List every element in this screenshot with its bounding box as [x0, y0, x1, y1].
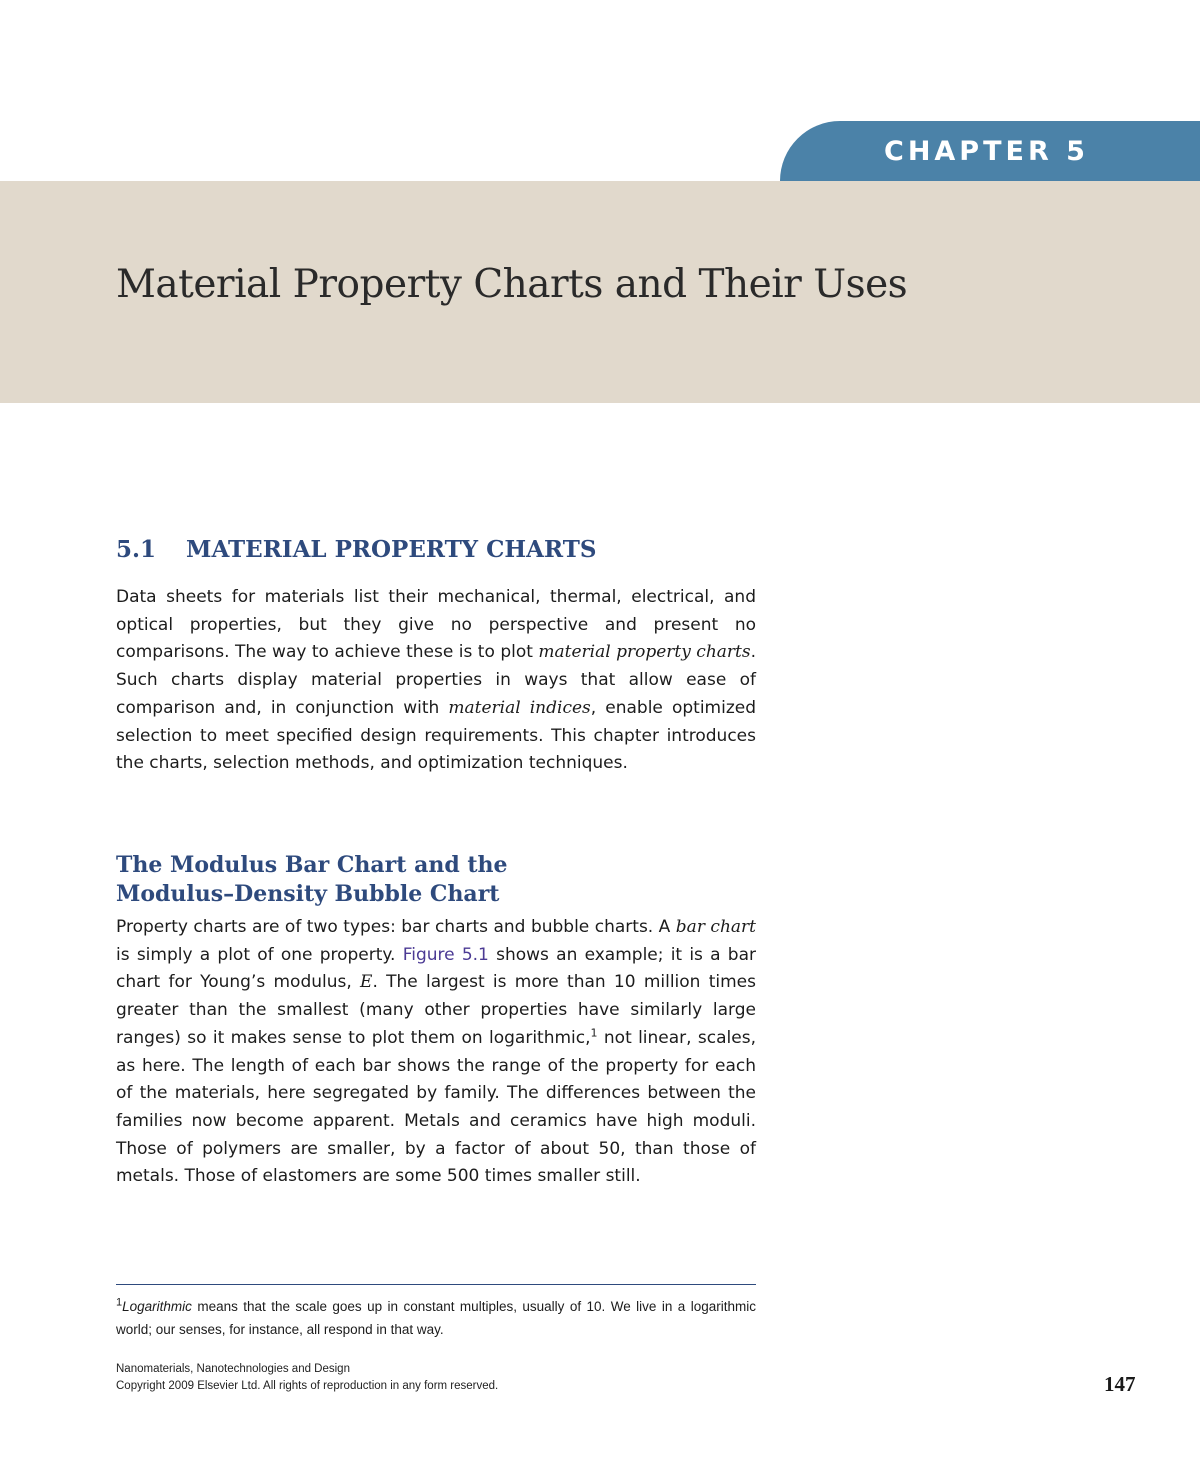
copyright-notice: Copyright 2009 Elsevier Ltd. All rights of reproduction in any form reserved. [116, 1380, 499, 1392]
section-paragraph [116, 584, 756, 778]
footnote-number: 1 [116, 1296, 123, 1309]
subsection-heading [116, 851, 508, 909]
section-title: MATERIAL PROPERTY CHARTS [186, 536, 597, 563]
footnote [116, 1295, 756, 1341]
subsection-title-line1: The Modulus Bar Chart and the [116, 852, 508, 878]
footnote-term: Logarithmic [122, 1299, 192, 1314]
text-run: is simply a plot of one property. [116, 944, 403, 965]
chapter-title: Material Property Charts and Their Uses [116, 262, 908, 307]
page-number: 147 [1104, 1372, 1136, 1396]
footnote-marker[interactable]: 1 [590, 1026, 598, 1040]
text-run-italic: material property charts [538, 642, 751, 663]
section-heading [116, 536, 596, 563]
subsection-title-line2: Modulus–Density Bubble Chart [116, 881, 500, 907]
book-title: Nanomaterials, Nanotechnologies and Design [116, 1363, 350, 1375]
text-run: not linear, scales, as here. The length of each bar shows the range of the property for each of the materials, here segregated by family. The differences between the families now become apparent. Metals and ceramics have high moduli. Those of polymers are smaller, by a factor of about 50, than those of metals. Those of elastomers are some 500 times smaller still. [116, 1027, 756, 1187]
text-run: Property charts are of two types: bar charts and bubble charts. A [116, 917, 676, 937]
subsection-paragraph [116, 914, 756, 1191]
figure-link[interactable]: Figure 5.1 [402, 944, 489, 965]
text-run: , enable optimized selection to meet specified design requirements. This chapter introduces the charts, selection methods, and optimization techniques. [116, 697, 757, 774]
text-run-italic: bar chart [675, 917, 756, 937]
text-run: . The largest is more than 10 million times greater than the smallest (many other properties have similarly large ranges) so it makes sense to plot them on logarithmic, [116, 972, 756, 1048]
text-run-italic: material indices [448, 697, 591, 718]
footnote-text: means that the scale goes up in constant multiples, usually of 10. We live in a logarithmic world; our senses, for instance, all respond in that way. [116, 1299, 756, 1337]
text-run: . Such charts display material properties in ways that allow ease of comparison and, in conjunction with [116, 642, 756, 718]
section-number: 5.1 [116, 536, 157, 563]
book-info [116, 1361, 498, 1395]
text-run: Data sheets for materials list their mechanical, thermal, electrical, and optical properties, but they give no perspective and present no comparisons. The way to achieve these is to plot [116, 587, 756, 663]
footnote-divider [116, 1284, 756, 1285]
text-run: shows an example; it is a bar chart for Young’s modulus, [116, 944, 756, 993]
chapter-label: CHAPTER 5 [884, 136, 1089, 167]
text-run-italic: E [360, 972, 373, 993]
